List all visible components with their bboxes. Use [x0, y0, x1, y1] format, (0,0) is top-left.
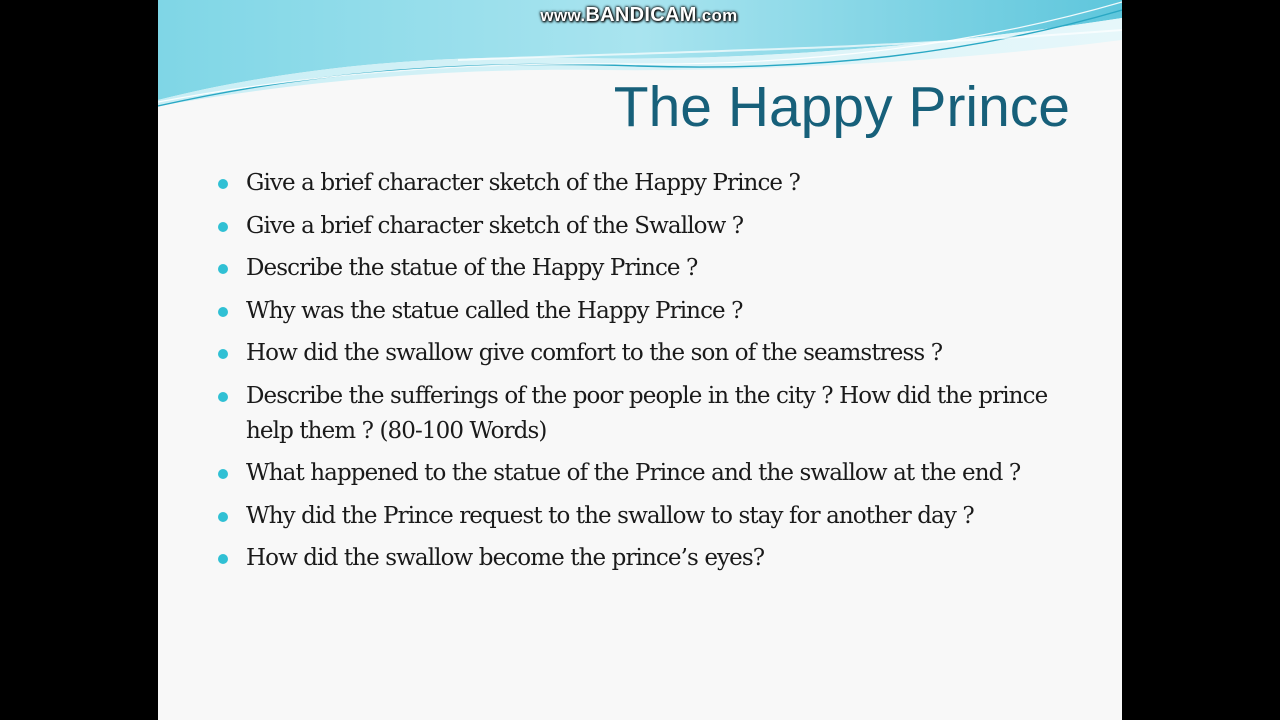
question-item — [218, 166, 1078, 201]
question-item — [218, 251, 1078, 286]
bullet-dot-icon — [218, 469, 228, 479]
question-text: Describe the statue of the Happy Prince ? — [246, 255, 698, 281]
bullet-dot-icon — [218, 392, 228, 402]
bullet-dot-icon — [218, 307, 228, 317]
watermark-brand: BANDICAM — [585, 4, 697, 26]
question-item — [218, 294, 1078, 329]
slide-title: The Happy Prince — [613, 75, 1070, 139]
question-item — [218, 379, 1078, 449]
question-item — [218, 336, 1078, 371]
question-text: Give a brief character sketch of the Happy Prince ? — [246, 170, 800, 196]
question-text: Why was the statue called the Happy Prince ? — [246, 297, 743, 324]
question-item — [218, 209, 1078, 244]
bullet-dot-icon — [218, 554, 228, 564]
question-text: How did the swallow give comfort to the son of the seamstress ? — [246, 340, 943, 366]
question-item — [218, 541, 1078, 576]
question-text: Describe the sufferings of the poor people in the city ? How did the prince help them ? (80-100 Words) — [246, 382, 1048, 444]
bullet-dot-icon — [218, 179, 228, 189]
bullet-dot-icon — [218, 349, 228, 359]
presentation-slide — [158, 0, 1122, 720]
watermark-suffix: .com — [696, 6, 738, 25]
bullet-dot-icon — [218, 264, 228, 274]
question-text: Give a brief character sketch of the Swallow ? — [246, 212, 744, 239]
bullet-dot-icon — [218, 222, 228, 232]
question-item — [218, 499, 1078, 534]
question-text: What happened to the statue of the Prince and the swallow at the end ? — [246, 460, 1021, 486]
question-text: Why did the Prince request to the swallow to stay for another day ? — [246, 502, 974, 529]
question-text: How did the swallow become the prince’s eyes? — [246, 545, 765, 571]
watermark-prefix: www. — [540, 6, 586, 25]
bullet-dot-icon — [218, 512, 228, 522]
question-list — [218, 166, 1078, 584]
recorder-watermark — [514, 4, 764, 27]
question-item — [218, 456, 1078, 491]
